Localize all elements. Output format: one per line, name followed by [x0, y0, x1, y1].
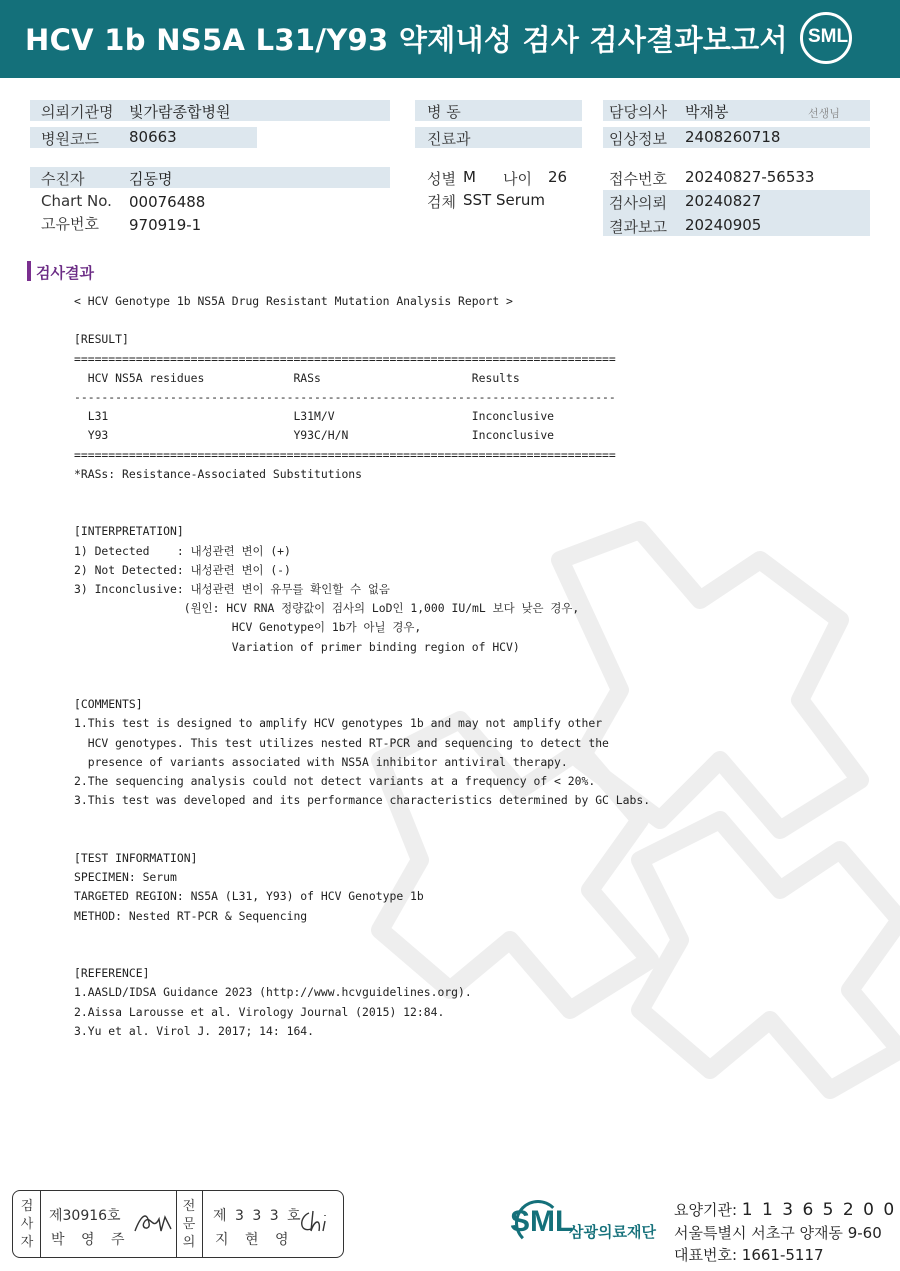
uid-value: 970919-1 [129, 216, 202, 234]
specialist-name: 지 현 영 [215, 1232, 295, 1248]
examiner-name: 박 영 주 [51, 1232, 131, 1248]
section-title: 검사결과 [36, 264, 94, 282]
doctor-suffix: 선생님 [808, 107, 840, 120]
age-label: 나이 [503, 170, 532, 188]
stamp-divider [202, 1191, 203, 1257]
chart-label: Chart No. [41, 192, 112, 210]
footer-logo: SML [510, 1205, 574, 1238]
institution-value: 빛가람종합병원 [129, 103, 231, 121]
section-marker [27, 261, 31, 281]
report-title: HCV 1b NS5A L31/Y93 약제내성 검사 검사결과보고서 [25, 23, 788, 57]
examiner-label-3: 자 [20, 1235, 34, 1250]
footer-phone: 1661-5117 [741, 1246, 824, 1264]
doctor-label: 담당의사 [609, 103, 667, 121]
stamp-divider [176, 1191, 177, 1257]
examiner-label-1: 검 [20, 1199, 34, 1214]
specialist-label-2: 문 [182, 1217, 196, 1232]
ward-label: 병 동 [427, 103, 461, 121]
age-value: 26 [548, 168, 568, 186]
hospital-code-label: 병원코드 [41, 130, 99, 148]
institution-label: 의뢰기관명 [41, 103, 114, 121]
stamp-divider [40, 1191, 41, 1257]
specialist-number: 제 3 3 3 호 [213, 1208, 303, 1224]
specimen-label: 검체 [427, 193, 456, 211]
footer-phone-label: 대표번호: [674, 1246, 738, 1264]
report-body: < HCV Genotype 1b NS5A Drug Resistant Mutation Analysis Report > [RESULT] =============================================================================== HCV NS5A residues RASs Results ------------------------------------------------------------------------------- L31 L31M/V Inconclusive Y93 Y93C/H/N Inconclusive =============================================================================== *RASs: Resistance-Associated Substitutions [INTERPRETATION] 1) Detected : 내성관련 변이 (+) 2) Not Detected: 내성관련 변이 (-) 3) Inconclusive: 내성관련 변이 유무를 확인할 수 없음 (원인: HCV RNA 정량값이 검사의 LoD인 1,000 IU/mL 보다 낮은 경우, HCV Genotype이 1b가 아닐 경우, Variation of primer binding region of HCV) [COMMENTS] 1.This test is designed to amplify HCV genotypes 1b and may not amplify other HCV genotypes. This test utilizes nested RT-PCR and sequencing to detect the presence of variants associated with NS5A inhibitor antiviral therapy. 2.The sequencing analysis could not detect variants at a frequency of < 20%. 3.This test was developed and its performance characteristics determined by GC Labs. [TEST INFORMATION] SPECIMEN: Serum TARGETED REGION: NS5A (L31, Y93) of HCV Genotype 1b METHOD: Nested RT-PCR & Sequencing [REFERENCE] 1.AASLD/IDSA Guidance 2023 (http://www.hcvguidelines.org). 2.Aissa Larousse et al. Virology Journal (2015) 12:84. 3.Yu et al. Virol J. 2017; 14: 164. [74, 294, 651, 1038]
clinical-label: 임상정보 [609, 130, 667, 148]
result-label: 결과보고 [609, 218, 667, 236]
sex-value: M [463, 168, 476, 186]
footer-phone-line [674, 1244, 824, 1265]
signature-stamp [12, 1190, 344, 1258]
sex-label: 성별 [427, 170, 456, 188]
examiner-number: 제30916호 [49, 1208, 121, 1224]
receipt-value: 20240827-56533 [685, 168, 815, 186]
examiner-label-2: 사 [20, 1217, 34, 1232]
request-value: 20240827 [685, 192, 762, 210]
uid-label: 고유번호 [41, 215, 99, 233]
doctor-value: 박재봉 [685, 103, 729, 121]
receipt-label: 접수번호 [609, 170, 667, 188]
specimen-value: SST Serum [463, 191, 546, 209]
hospital-code-value: 80663 [129, 128, 177, 146]
specialist-label-3: 의 [182, 1235, 196, 1250]
footer-code-line [674, 1199, 896, 1220]
examiner-signature-icon [131, 1209, 175, 1235]
result-value: 20240905 [685, 216, 762, 234]
dept-label: 진료과 [427, 130, 471, 148]
specialist-label-1: 전 [182, 1199, 196, 1214]
clinical-value: 2408260718 [685, 128, 781, 146]
footer-code-label: 요양기관: [674, 1201, 738, 1219]
patient-value: 김동명 [129, 170, 173, 188]
footer-code: 1 1 3 6 5 2 0 0 [741, 1200, 897, 1220]
chart-value: 00076488 [129, 193, 206, 211]
patient-label: 수진자 [41, 170, 85, 188]
report-header [0, 0, 900, 78]
footer-address: 서울특별시 서초구 양재동 9-60 [674, 1224, 882, 1242]
specialist-signature-icon [295, 1207, 339, 1237]
sml-logo: SML [807, 26, 849, 47]
request-label: 검사의뢰 [609, 194, 667, 212]
footer-org-name: 삼광의료재단 [569, 1223, 656, 1241]
